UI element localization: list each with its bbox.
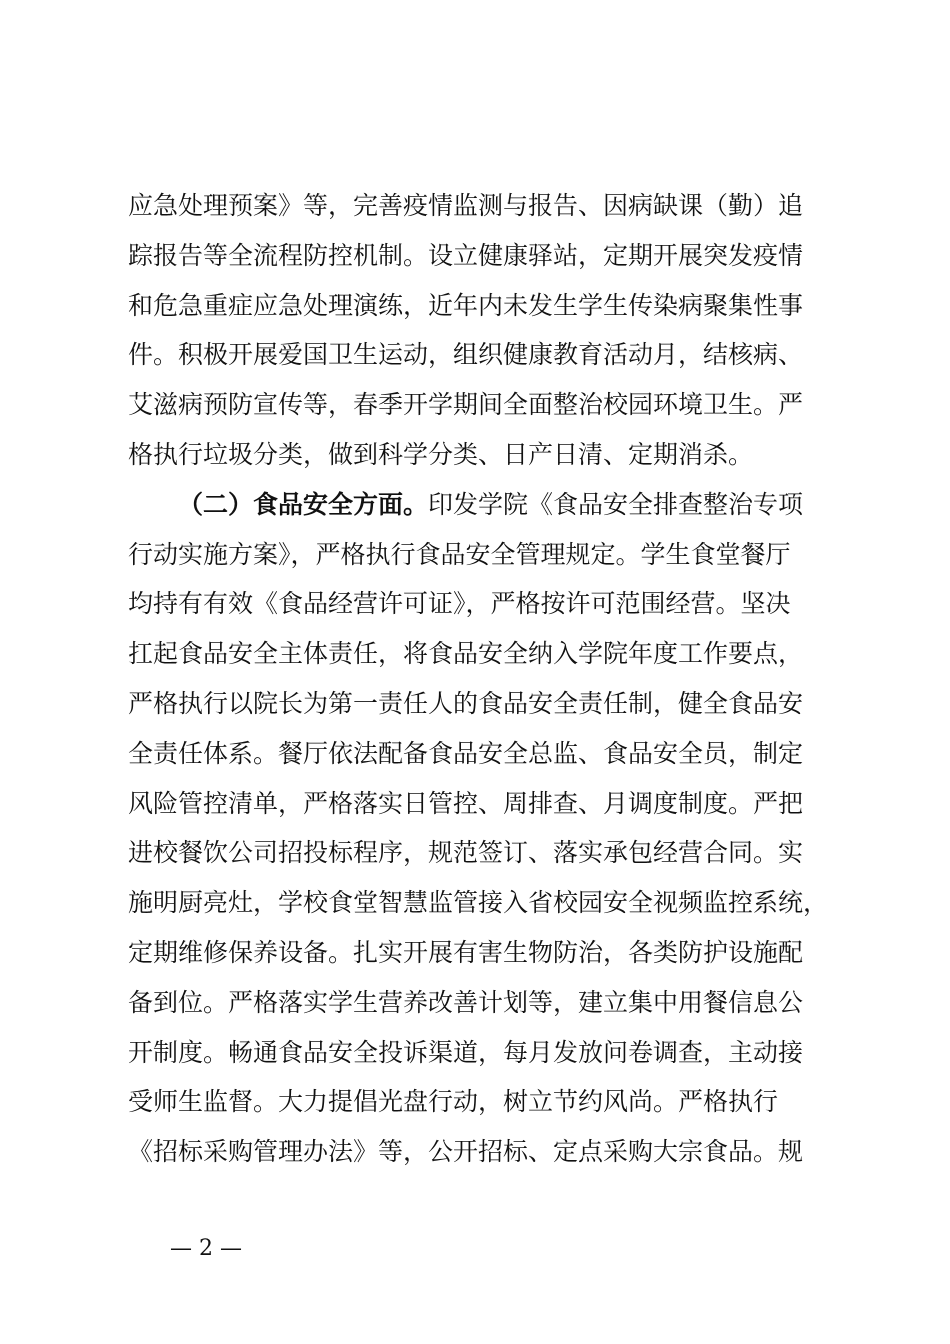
text-line: 严格执行以院长为第一责任人的食品安全责任制，健全食品安 [128, 688, 804, 718]
section-heading: （二）食品安全方面。 [178, 489, 429, 519]
text-line: 踪报告等全流程防控机制。设立健康驿站，定期开展突发疫情 [128, 240, 804, 270]
text-line: 件。积极开展爱国卫生运动，组织健康教育活动月，结核病、 [128, 340, 804, 370]
text-line: 扛起食品安全主体责任，将食品安全纳入学院年度工作要点， [128, 639, 804, 669]
text-line: 行动实施方案》，严格执行食品安全管理规定。学生食堂餐厅 [128, 539, 791, 569]
text-line: 格执行垃圾分类，做到科学分类、日产日清、定期消杀。 [128, 439, 754, 469]
section-heading-line [128, 480, 848, 530]
text-line: 受师生监督。大力提倡光盘行动，树立节约风尚。严格执行 [128, 1087, 779, 1117]
text-line: 应急处理预案》等，完善疫情监测与报告、因病缺课（勤）追 [128, 191, 804, 220]
text-line: 《招标采购管理办法》等，公开招标、定点采购大宗食品。规 [128, 1137, 804, 1167]
text-line: 艾滋病预防宣传等，春季开学期间全面整治校园环境卫生。严 [128, 390, 804, 420]
text-line: 备到位。严格落实学生营养改善计划等，建立集中用餐信息公 [128, 987, 804, 1017]
text-line: 和危急重症应急处理演练，近年内未发生学生传染病聚集性事 [128, 290, 804, 320]
text-line: 风险管控清单，严格落实日管控、周排查、月调度制度。严把 [128, 788, 804, 818]
text-line: 进校餐饮公司招投标程序，规范签订、落实承包经营合同。实 [128, 838, 804, 868]
document-body [128, 181, 848, 1177]
text-line: 开制度。畅通食品安全投诉渠道，每月发放问卷调查，主动接 [128, 1037, 804, 1067]
page-number: — 2 — [170, 1236, 242, 1261]
text-line: 全责任体系。餐厅依法配备食品安全总监、食品安全员，制定 [128, 738, 804, 768]
text-line: 均持有有效《食品经营许可证》，严格按许可范围经营。坚决 [128, 589, 791, 619]
text-line: 印发学院《食品安全排查整治专项 [428, 489, 804, 519]
text-line: 施明厨亮灶，学校食堂智慧监管接入省校园安全视频监控系统， [128, 888, 829, 918]
text-line: 定期维修保养设备。扎实开展有害生物防治，各类防护设施配 [128, 937, 804, 967]
